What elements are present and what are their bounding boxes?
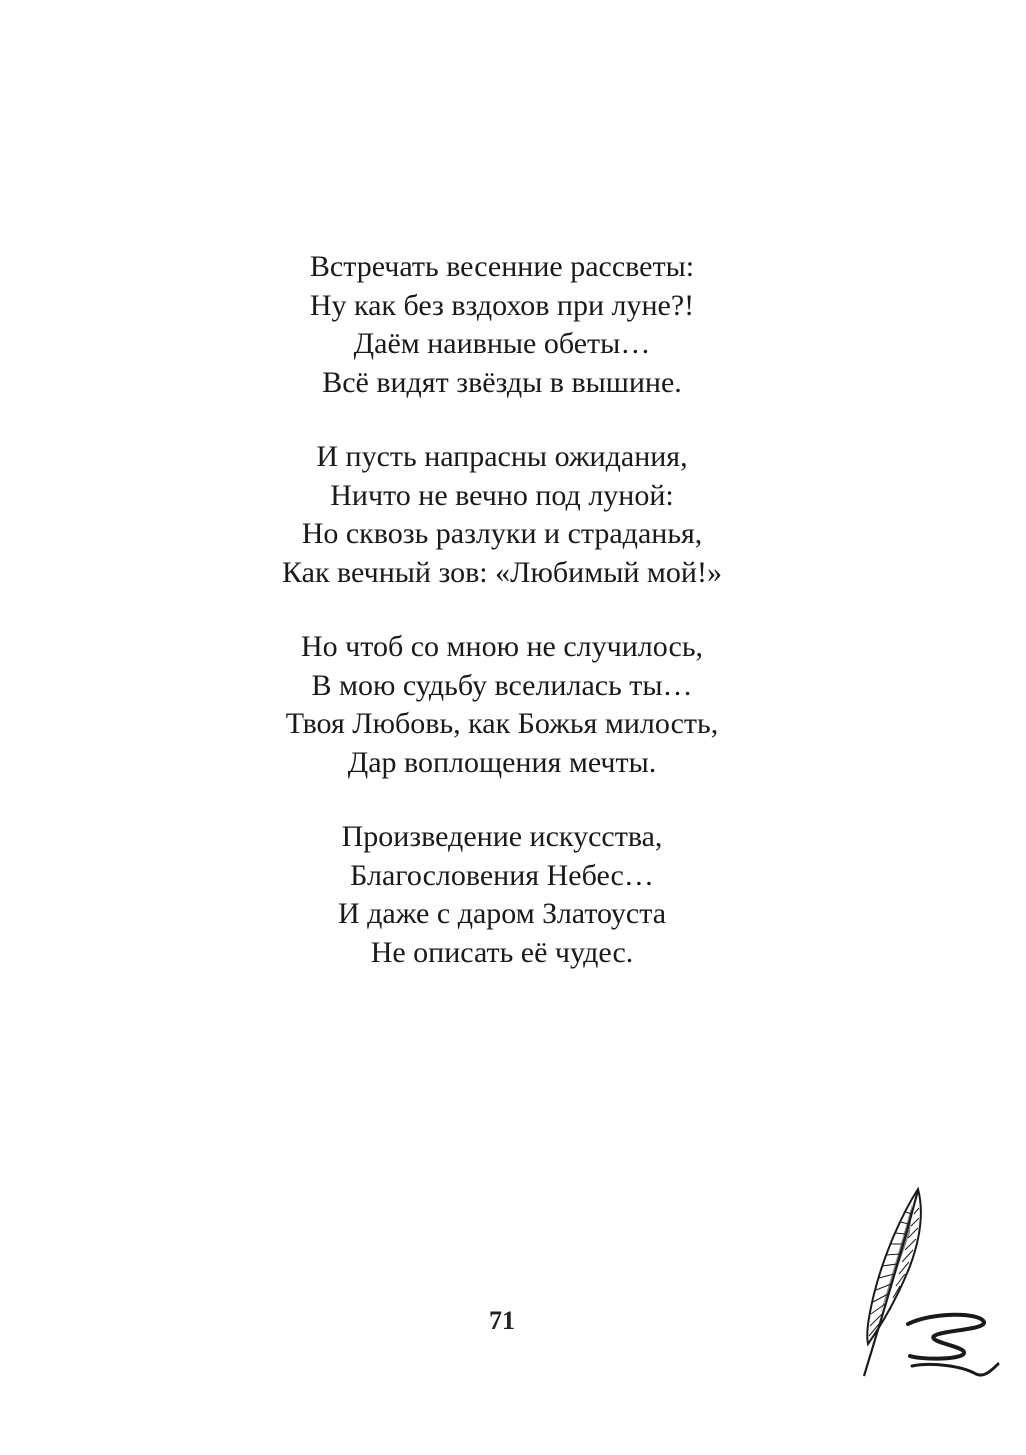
poem bbox=[0, 248, 1004, 1008]
poem-line: Встречать весенние рассветы: bbox=[309, 250, 695, 283]
poem-line: Но чтоб со мною не случилось, bbox=[300, 630, 703, 663]
stanza-4 bbox=[0, 818, 1004, 972]
poem-line: Даём наивные обеты… bbox=[353, 327, 651, 360]
poem-line: И даже с даром Златоуста bbox=[337, 897, 667, 930]
poem-line: Всё видят звёзды в вышине. bbox=[322, 365, 682, 399]
poem-line: Не описать её чудес. bbox=[370, 935, 634, 969]
poem-line: Произведение искусства, bbox=[341, 820, 663, 853]
poem-line: Но сквозь разлуки и страданья, bbox=[301, 517, 703, 550]
quill-pen-icon bbox=[852, 1184, 1002, 1384]
page-number: 71 bbox=[489, 1306, 515, 1335]
poem-line: Ну как без вздохов при луне?! bbox=[309, 288, 695, 322]
poem-line: Ничто не вечно под луной: bbox=[330, 478, 674, 512]
stanza-1 bbox=[0, 248, 1004, 402]
stanza-3 bbox=[0, 628, 1004, 782]
poem-line: В мою судьбу вселилась ты… bbox=[311, 668, 693, 702]
poem-line: И пусть напрасны ожидания, bbox=[316, 440, 688, 473]
stanza-2 bbox=[0, 438, 1004, 592]
poem-line: Твоя Любовь, как Божья милость, bbox=[285, 707, 719, 740]
poem-line: Дар воплощения мечты. bbox=[347, 745, 657, 779]
poem-line: Как вечный зов: «Любимый мой!» bbox=[282, 555, 722, 589]
poem-line: Благословения Небес… bbox=[350, 858, 654, 892]
